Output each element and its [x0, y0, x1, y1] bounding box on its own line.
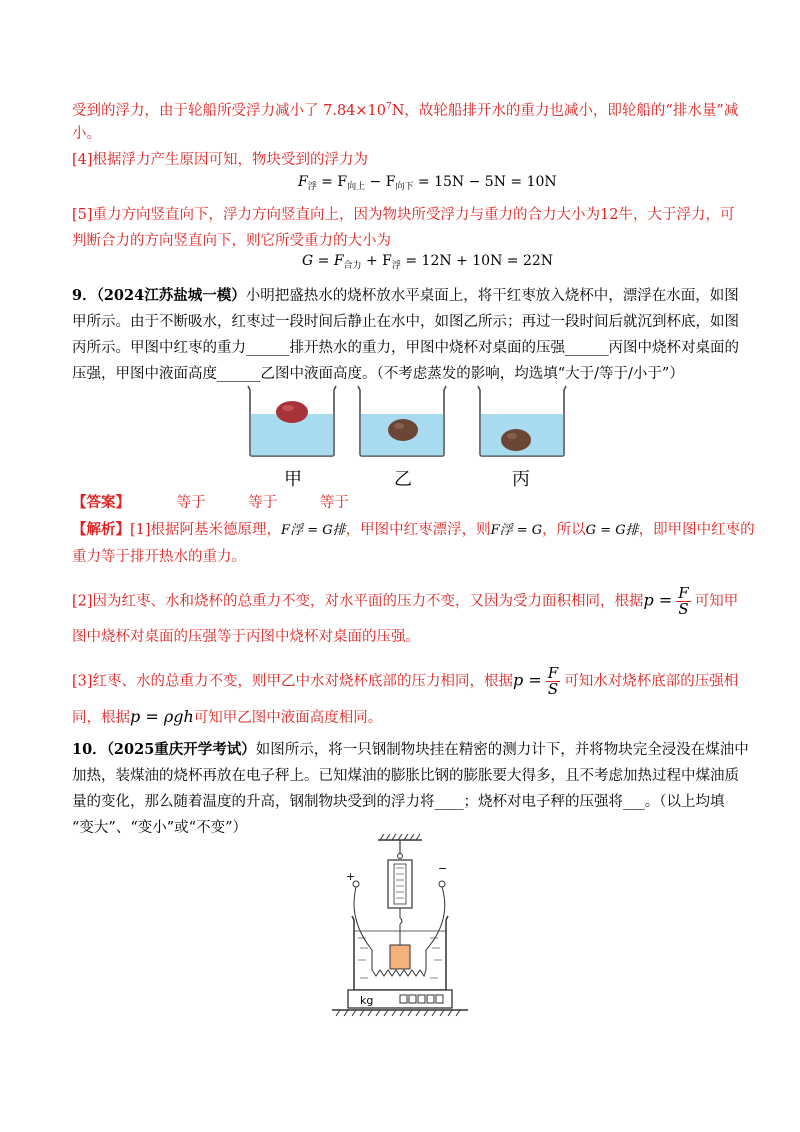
- text-line: 判断合力的方向竖直向下，则它所受重力的大小为: [72, 233, 391, 249]
- caption-yi: 乙: [394, 469, 412, 490]
- experiment-figure: [320, 830, 480, 1030]
- equation-buoyancy: $F_浮 = F_{向上} - F_{向下} = 15N - 5N = 10N$: [298, 174, 557, 192]
- scale-label: kg: [360, 994, 374, 1007]
- question-10-line: 10．（2025重庆开学考试）如图所示，将一只钢制物块挂在精密的测力计下，并将物块完全浸没在煤油中: [72, 741, 749, 758]
- beaker-bing: [478, 386, 566, 456]
- beaker-jia: [248, 386, 336, 456]
- plus-terminal: +: [346, 870, 356, 883]
- analysis-line: [2]因为红枣、水和烧杯的总重力不变，对水平面的压力不变，又因为受力面积相同，根据p = $\frac{F}{S}$ 可知甲: [72, 584, 739, 618]
- answer-1: 等于: [176, 495, 206, 511]
- text-line: 小。: [72, 126, 101, 142]
- analysis-line: 同，根据p = ρgh可知甲乙图中液面高度相同。: [72, 707, 383, 726]
- spring-scale: [388, 860, 412, 908]
- question-9-line: 压强，甲图中液面高度______乙图中液面高度。（不考虑蒸发的影响，均选填“大于/等于/小于”）: [72, 366, 684, 382]
- question-10-line: “变大”、“变小”或“不变”）: [72, 820, 247, 836]
- answer-2: 等于: [248, 495, 278, 511]
- caption-bing: 丙: [512, 469, 530, 490]
- red-date: [276, 401, 308, 423]
- answer-3: 等于: [319, 495, 349, 511]
- steel-block: [390, 945, 410, 969]
- red-date: [388, 419, 418, 441]
- answer-line: [72, 493, 732, 513]
- text-line: [5]重力方向竖直向下，浮力方向竖直向上，因为物块所受浮力与重力的合力大小为12牛，大于浮力，可: [72, 207, 735, 223]
- equation-gravity: $G = F_{合力} + F_浮 = 12N + 10N = 22N$: [302, 253, 554, 271]
- text-line: 受到的浮力，由于轮船所受浮力减小了 $7.84\times 10^7N$，故轮船排开水的重力也减小，即轮船的“排水量”减: [72, 102, 739, 119]
- minus-terminal: −: [438, 862, 448, 875]
- text-line: [4]根据浮力产生原因可知，物块受到的浮力为: [72, 152, 369, 168]
- analysis-line: [3]红枣、水的总重力不变，则甲乙中水对烧杯底部的压力相同，根据p = $\frac{F}{S}$ 可知水对烧杯底部的压强相: [72, 664, 739, 698]
- question-10-line: 加热，装煤油的烧杯再放在电子秤上。已知煤油的膨胀比钢的膨胀要大得多，且不考虑加热过程中煤油质: [72, 768, 739, 784]
- analysis-line: 重力等于排开热水的重力。: [72, 549, 246, 565]
- caption-jia: 甲: [284, 469, 302, 490]
- answer-label: 【答案】: [72, 494, 130, 511]
- red-date: [501, 429, 531, 451]
- question-9-line: 甲所示。由于不断吸水，红枣过一段时间后静止在水中，如图乙所示；再过一段时间后就沉到杯底，如图: [72, 314, 739, 330]
- question-10-line: 量的变化，那么随着温度的升高，钢制物块受到的浮力将____；烧杯对电子秤的压强将___。（以上均填: [72, 794, 725, 810]
- question-9-line: 丙所示。甲图中红枣的重力______排开热水的重力，甲图中烧杯对桌面的压强______丙图中烧杯对桌面的: [72, 340, 739, 356]
- beaker-yi: [358, 386, 446, 456]
- analysis-line: 【解析】[1]根据阿基米德原理，F浮 = G排，甲图中红枣漂浮，则F浮 = G，所以G = G排，即甲图中红枣的: [72, 521, 755, 538]
- question-9-line: 9．（2024江苏盐城一模）小明把盛热水的烧杯放水平桌面上，将干红枣放入烧杯中，漂浮在水面，如图: [72, 287, 739, 304]
- analysis-line: 图中烧杯对桌面的压强等于丙图中烧杯对桌面的压强。: [72, 629, 420, 645]
